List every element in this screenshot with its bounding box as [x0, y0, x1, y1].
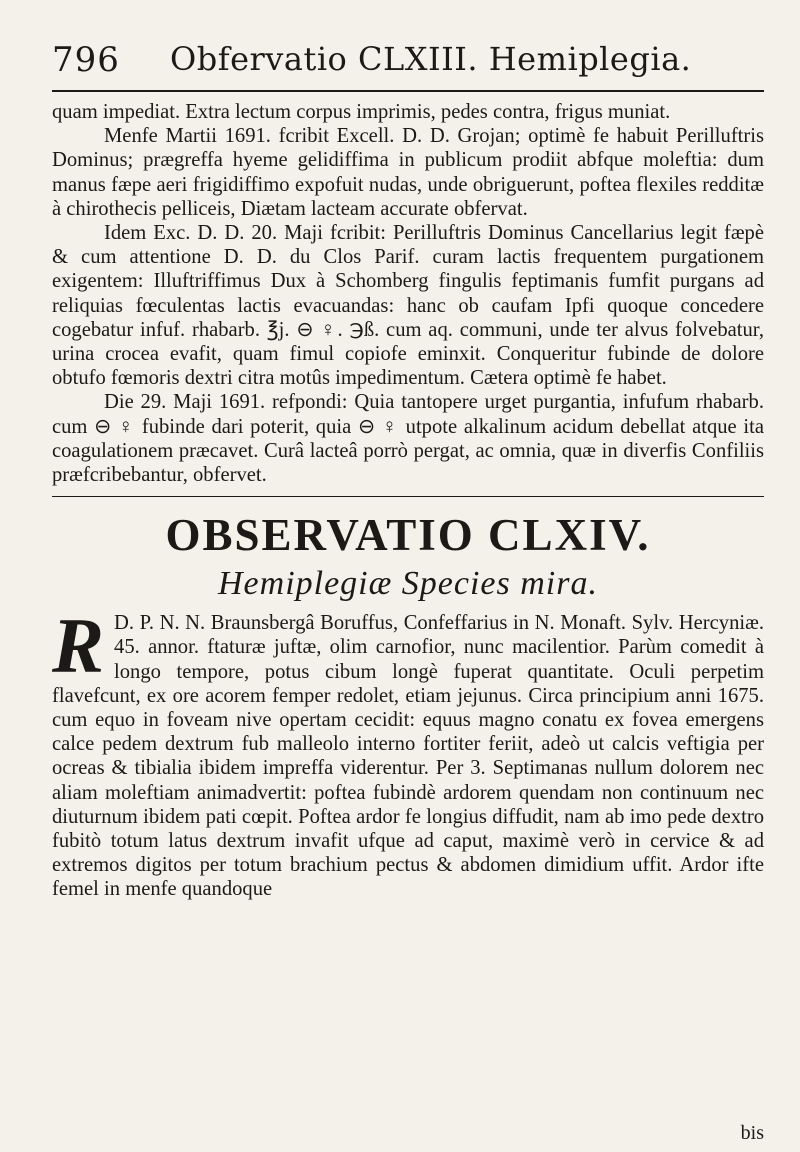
- paragraph-maji-20: Idem Exc. D. D. 20. Maji fcribit: Perilluftris Dominus Cancellarius legit fæpè & cum attentione D. D. du Clos Parif. curam lactis frequentem purgationem exigentem: Illuftriffimus Dux à Schomberg fingulis feptimanis fumfit purgans ad reliquias fœculentas lactis evacuandas: hanc ob caufam Ipfi quoque concedere cogebatur infuf. rhabarb. ℥j. ⊖ ♀. ℈ß. cum aq. communi, unde ter alvus folvebatur, urina crocea evafit, quam fimul copiofe eminxit. Conqueritur fubinde de dolore obtufo fœmoris dextri citra motûs impedimentum. Cætera optimè fe habet.: [52, 222, 764, 390]
- catchword: bis: [740, 1122, 764, 1144]
- observation-title: OBSERVATIO CLXIV.: [165, 510, 651, 561]
- page-header: [52, 30, 764, 92]
- observation-paragraph: [52, 602, 764, 901]
- observation-text: D. P. N. N. Braunsbergâ Boruffus, Confeffarius in N. Monaft. Sylv. Hercyniæ. 45. annor. ftaturæ juftæ, olim carnofior, nunc macilentior. Parùm comedit à longo tempore, potus cibum longè fuperat quantitate. Oculi perpetim flavefcunt, ex ore acorem femper redolet, etiam jejunus. Circa principium anni 1675. cum equo in foveam nive opertam cecidit: equus magno conatu ex fovea emergens calce pedem dextrum fub malleolo interno fortiter feriit, adeò ut calcis veftigia per ocreas & tibialia ibidem impreffa viderentur. Per 3. Septimanas nullum dolorem nec aliam moleftiam animadvertit: poftea fubindè ardorem quendam non continuum nec diuturnum ibidem pati cœpit. Poftea ardor fe longius diffudit, nam ab imo pede dextro fubitò totum latus dextrum invafit ufque ad caput, maximè verò in cervice & ad extremos digitos per totum brachium pectus & abdomen dimidium uffit. Ardor ifte femel in menfe quandoque: [52, 612, 764, 901]
- section-divider: [52, 496, 764, 497]
- page-number: 796: [52, 40, 120, 80]
- drop-cap: R: [52, 602, 105, 690]
- observation-subtitle: Hemiplegiæ Species mira.: [218, 565, 598, 603]
- paragraph-continuation: quam impediat. Extra lectum corpus imprimis, pedes contra, frigus muniat.: [52, 101, 671, 123]
- paragraph-maji-29: Die 29. Maji 1691. refpondi: Quia tantopere urget purgantia, infufum rhabarb. cum ⊖ ♀ fubinde dari poterit, quia ⊖ ♀ utpote alkalinum acidum debellat atque ita coagulationem præcavet. Curâ lacteâ porrò pergat, ac omnia, quæ in diverfis Confiliis præfcribebantur, obfervet.: [52, 391, 764, 487]
- running-head: Obfervatio CLXIII. Hemiplegia.: [170, 40, 692, 78]
- paragraph-martii: Menfe Martii 1691. fcribit Excell. D. D. Grojan; optimè fe habuit Perilluftris Dominus; prægreffa hyeme gelidiffima in publicum prodiit abfque moleftia: dum manus fæpe aeri frigidiffimo expofuit nudas, unde obriguerunt, poftea flexiles redditæ à chirothecis pelliceis, Diætam lacteam accurate obfervat.: [52, 125, 764, 220]
- page-body: [52, 100, 764, 902]
